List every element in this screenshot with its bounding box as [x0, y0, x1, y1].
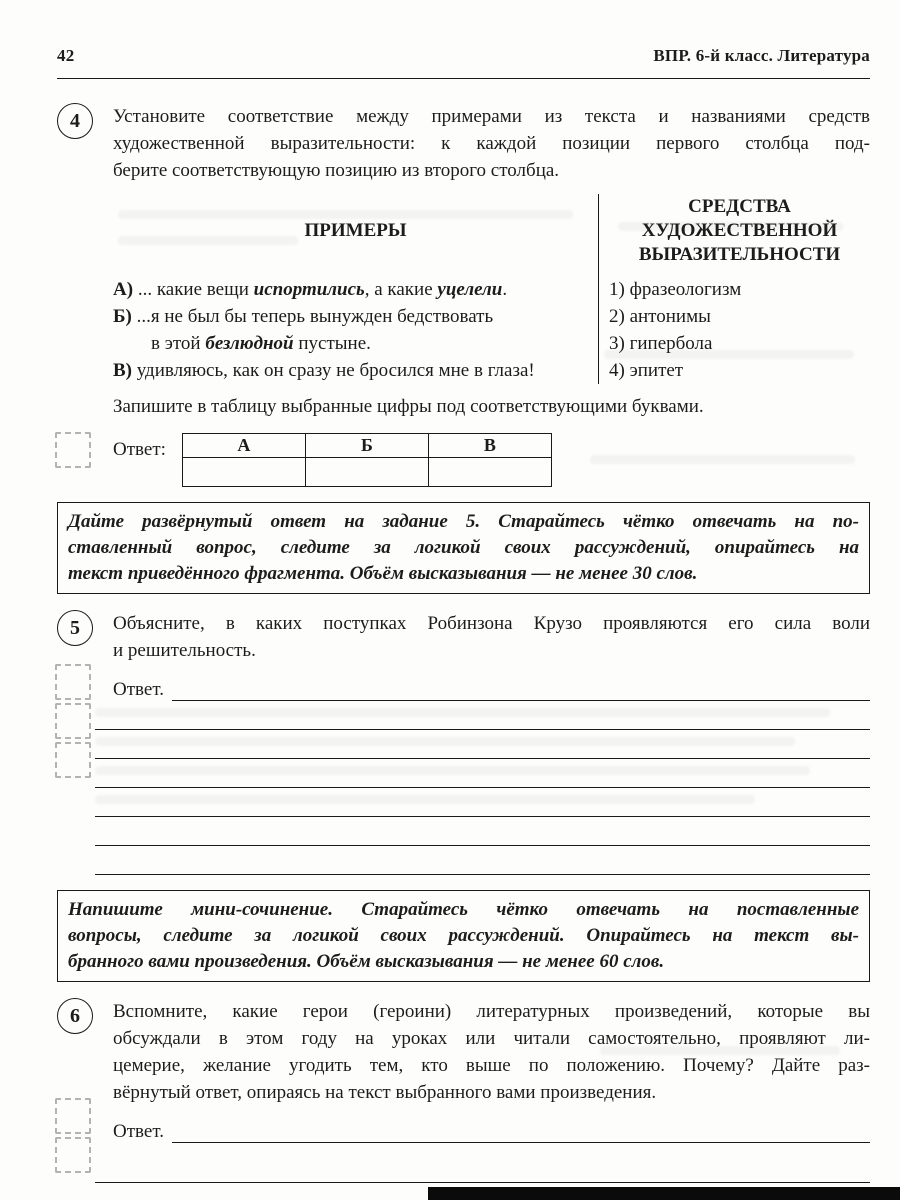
answer-table-header-b: Б: [305, 434, 428, 458]
marker-square: [55, 1098, 91, 1134]
answer-line[interactable]: [95, 1143, 870, 1183]
means-item: 3) гипербола: [609, 333, 713, 354]
emphasized-text: уцелели: [437, 279, 503, 300]
instruction-box-task5: [57, 502, 870, 594]
answer-line[interactable]: [95, 759, 870, 788]
task-text-line: Вспомните, какие герои (героини) литературных произведений, которые вы: [113, 1001, 870, 1022]
answer-line[interactable]: [95, 788, 870, 817]
example-label: В): [113, 360, 132, 381]
instruction-line: текст приведённого фрагмента. Объём высказывания — не менее 30 слов.: [68, 563, 698, 584]
answer-label: Ответ.: [113, 679, 164, 700]
answer-cell-a[interactable]: [182, 458, 305, 487]
marker-square: [55, 1137, 91, 1173]
means-item: 1) фразеологизм: [609, 279, 742, 300]
task-5-section: [57, 610, 870, 875]
task-text-line: вёрнутый ответ, опираясь на текст выбранного вами произведения.: [113, 1082, 657, 1103]
matching-area: [113, 194, 870, 384]
answer-line[interactable]: [95, 701, 870, 730]
answer-cell-v[interactable]: [428, 458, 551, 487]
task-4-text: [113, 103, 870, 184]
write-instruction: Запишите в таблицу выбранные цифры под соответствующими буквами.: [113, 396, 704, 417]
example-item-b-wrap: [113, 330, 598, 357]
task-text-line: берите соответствующую позицию из второго столбца.: [113, 160, 560, 181]
example-text-segment: .: [502, 279, 508, 300]
answer-line[interactable]: [172, 675, 870, 701]
instruction-box-task6: [57, 890, 870, 982]
emphasized-text: безлюдной: [205, 333, 294, 354]
example-text-segment: в этой: [151, 333, 206, 354]
marker-square: [55, 664, 91, 700]
means-list: [609, 276, 870, 384]
task-5-text: [113, 610, 870, 664]
means-header-line: СРЕДСТВА: [688, 196, 791, 217]
task-5-number-badge: 5: [57, 610, 93, 646]
task-text-line: Объясните, в каких поступках Робинзона Крузо проявляются его сила воли: [113, 613, 870, 634]
instruction-line: вопросы, следите за логикой своих рассуждений. Опирайтесь на текст вы-: [68, 925, 859, 946]
answer-label: Ответ.: [113, 1121, 164, 1142]
task-4-number-badge: 4: [57, 103, 93, 139]
answer-table-header-a: А: [182, 434, 305, 458]
means-item: 2) антонимы: [609, 306, 711, 327]
means-column-header: [609, 194, 870, 268]
emphasized-text: испортились: [253, 279, 365, 300]
page-header-title: ВПР. 6-й класс. Литература: [653, 46, 870, 65]
instruction-line: ставленный вопрос, следите за логикой своих рассуждений, опирайтесь на: [68, 537, 859, 558]
example-text-segment: , а какие: [364, 279, 438, 300]
example-item-v: [113, 357, 598, 384]
means-item: 4) эпитет: [609, 360, 684, 381]
example-label: Б): [113, 306, 132, 327]
instruction-line: Напишите мини-сочинение. Старайтесь чётко отвечать на поставленные: [68, 899, 859, 920]
answer-line[interactable]: [95, 817, 870, 846]
marker-square: [55, 703, 91, 739]
examples-list: [113, 276, 598, 384]
task-text-line: цемерие, желание угодить тем, кто выше по положению. Почему? Дайте раз-: [113, 1055, 870, 1076]
answer-line[interactable]: [95, 730, 870, 759]
task-text-line: и решительность.: [113, 640, 256, 661]
marker-square: [55, 742, 91, 778]
page-header: [57, 46, 870, 66]
instruction-line: Дайте развёрнутый ответ на задание 5. Старайтесь чётко отвечать на по-: [68, 511, 859, 532]
example-label: А): [113, 279, 134, 300]
task-4-answer-row: [55, 432, 870, 487]
answer-cell-b[interactable]: [305, 458, 428, 487]
marker-square: [55, 432, 91, 468]
means-header-line: ВЫРАЗИТЕЛЬНОСТИ: [638, 244, 841, 265]
example-item-b: [113, 303, 598, 330]
means-column: [598, 194, 870, 384]
marker-square-column: [55, 1098, 91, 1173]
scan-edge-bar: [428, 1187, 900, 1200]
examples-column-header: ПРИМЕРЫ: [304, 220, 407, 241]
example-text-segment: ...я не был бы теперь вынужден бедствовать: [131, 306, 494, 327]
header-rule: [57, 78, 870, 79]
answer-label: Ответ:: [113, 439, 166, 460]
task-6-answer-area: [113, 1114, 870, 1183]
task-text-line: художественной выразительности: к каждой позиции первого столбца под-: [113, 133, 870, 154]
task-5-answer-area: [113, 672, 870, 875]
page-number: 42: [57, 46, 75, 65]
task-6-section: [57, 998, 870, 1183]
task-6-text: [113, 998, 870, 1106]
answer-line[interactable]: [172, 1117, 870, 1143]
means-header-line: ХУДОЖЕСТВЕННОЙ: [641, 220, 838, 241]
answer-line[interactable]: [95, 846, 870, 875]
example-item-a: [113, 276, 598, 303]
marker-square-column: [55, 664, 91, 778]
example-text-segment: пустыне.: [293, 333, 371, 354]
task-6-number-badge: 6: [57, 998, 93, 1034]
task-text-line: обсуждали в этом году на уроках или читали самостоятельно, проявляют ли-: [113, 1028, 870, 1049]
answer-table: [182, 433, 552, 487]
example-text-segment: удивляюсь, как он сразу не бросился мне в глаза!: [132, 360, 535, 381]
task-4-section: [57, 103, 870, 487]
answer-table-header-v: В: [428, 434, 551, 458]
examples-column: [113, 194, 598, 384]
task-text-line: Установите соответствие между примерами из текста и названиями средств: [113, 106, 870, 127]
example-text-segment: ... какие вещи: [133, 279, 254, 300]
instruction-line: бранного вами произведения. Объём высказывания — не менее 60 слов.: [68, 951, 665, 972]
